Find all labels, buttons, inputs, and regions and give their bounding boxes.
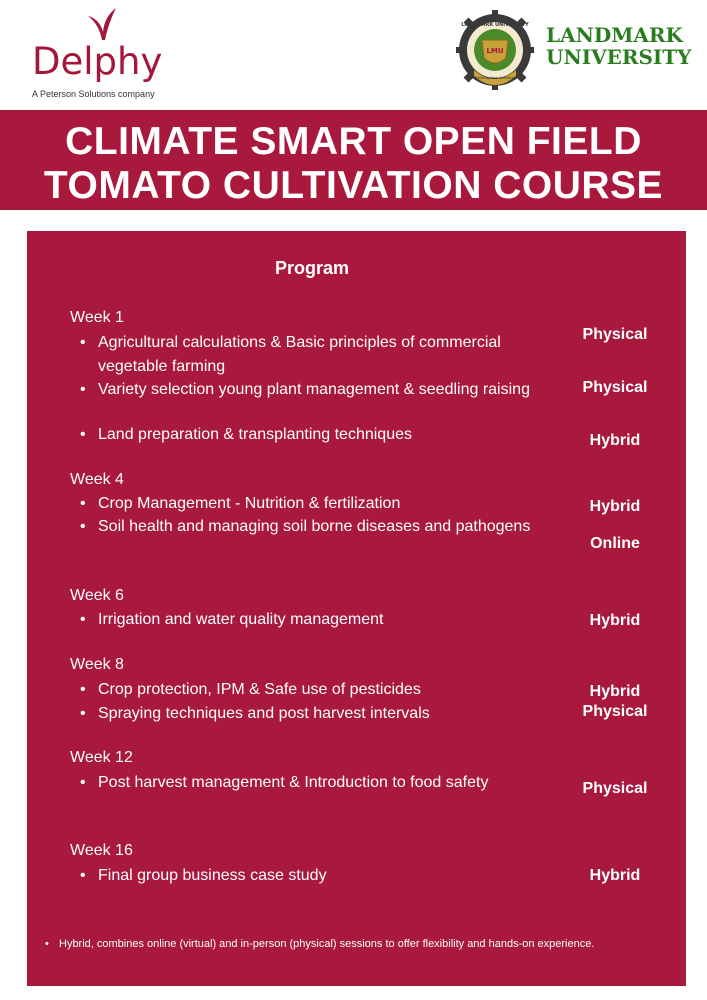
week-label: Week 6 [70,587,124,604]
delphy-leaf-icon [82,6,122,42]
program-card [27,231,686,986]
session-mode: Hybrid [589,432,641,449]
bullet-icon: • [80,705,86,722]
list-item-text: Crop Management - Nutrition & fertilization [98,495,401,512]
list-item-text: Spraying techniques and post harvest intervals [98,705,430,722]
session-mode: Hybrid [589,612,641,629]
bullet-icon: • [80,681,86,698]
list-item-text: Soil health and managing soil borne diseases and pathogens [98,518,531,535]
bullet-icon: • [80,518,86,535]
university-name [546,24,691,68]
list-item [80,864,548,888]
footnote [45,936,649,952]
session-mode: Physical [582,326,648,343]
university-name-line2: UNIVERSITY [546,45,692,69]
list-item-text: Irrigation and water quality management [98,611,384,628]
list-item-text: Final group business case study [98,867,327,884]
bullet-icon: • [80,334,86,351]
list-item [80,331,548,378]
week-label: Week 12 [70,749,133,766]
list-item [80,771,548,795]
program-title: Program [274,258,350,278]
bullet-icon: • [80,774,86,791]
seal-ring-text: LANDMARK UNIVERSITY [461,22,529,28]
course-title-line1: CLIMATE SMART OPEN FIELD [65,120,642,163]
session-mode: Hybrid [589,683,641,700]
bullet-icon: • [80,611,86,628]
list-item-text: Crop protection, IPM & Safe use of pesticides [98,681,421,698]
list-item-text: Variety selection young plant management & seedling raising [98,381,530,398]
list-item [80,678,548,702]
session-mode: Physical [582,780,648,797]
course-title-line2: TOMATO CULTIVATION COURSE [43,164,664,207]
session-mode: Hybrid [589,498,641,515]
list-item-text: Land preparation & transplanting techniques [98,426,412,443]
delphy-logo [28,6,198,102]
week-label: Week 1 [70,309,124,326]
delphy-wordmark: Delphy [32,40,163,83]
list-item [80,702,548,726]
session-mode: Physical [582,703,648,720]
bullet-icon: • [80,426,86,443]
list-item [80,423,548,447]
seal-motto: Building New Societies [474,76,516,80]
university-seal-icon [456,10,534,96]
session-mode: Hybrid [589,867,641,884]
week-label: Week 8 [70,656,124,673]
title-banner [0,110,707,210]
list-item [80,608,548,632]
bullet-icon: • [80,381,86,398]
seal-initials: LMU [486,47,504,55]
week-label: Week 4 [70,471,124,488]
list-item-text: Post harvest management & Introduction to food safety [98,774,489,791]
session-mode: Online [590,535,640,552]
bullet-icon: • [80,495,86,512]
university-name-line1: LANDMARK [546,23,683,47]
list-item-text: Agricultural calculations & Basic principles of commercial vegetable farming [98,334,501,375]
week-label: Week 16 [70,842,133,859]
list-item [80,492,548,516]
bullet-icon: • [45,938,49,950]
delphy-tagline: A Peterson Solutions company [32,89,155,99]
footnote-text: Hybrid, combines online (virtual) and in-person (physical) sessions to offer flexibility and hands-on experience. [59,938,595,950]
bullet-icon: • [80,867,86,884]
list-item [80,378,548,402]
session-mode: Physical [582,379,648,396]
list-item [80,515,548,539]
